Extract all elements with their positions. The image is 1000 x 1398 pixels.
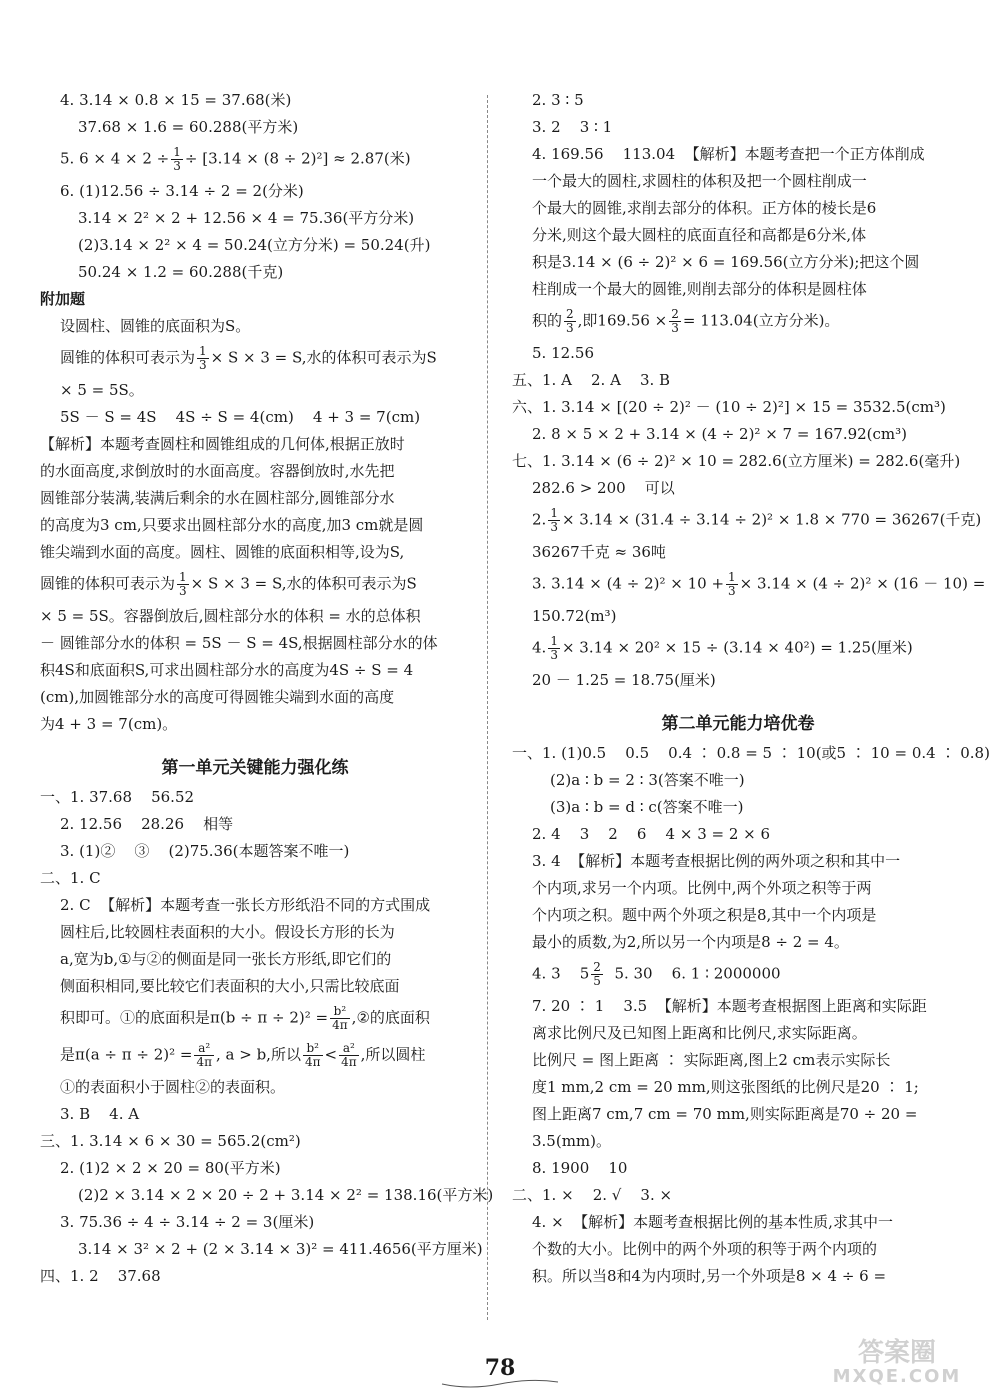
section-title: 第一单元关键能力强化练 <box>161 758 349 778</box>
explanation-line: 积。所以当8和4为内项时,另一个外项是8 × 4 ÷ 6 = <box>532 1267 887 1285</box>
fraction: $\frac{2}{3}$ <box>671 307 679 335</box>
answer-line: 2. 8 × 5 × 2 + 3.14 × (4 ÷ 2)² × 7 = 167.92(cm³) <box>532 425 908 443</box>
bonus-heading: 附加题 <box>40 290 86 308</box>
answer-line: 150.72(m³) <box>532 607 617 625</box>
answer-line: 3. 75.36 ÷ 4 ÷ 3.14 ÷ 2 = 3(厘米) <box>60 1213 315 1231</box>
answer-line: 圆锥的体积可表示为 $\frac{1}{3}$ × S × 3 = S,水的体积可表示为S <box>60 344 437 372</box>
fraction: $\frac{\text{b²}}{4\pi}$ <box>332 1004 348 1032</box>
explanation-line: 的高度为3 cm,只要求出圆柱部分水的高度,加3 cm就是圆 <box>40 516 424 534</box>
fraction: $\frac{2}{5}$ <box>593 960 601 988</box>
answer-line: 四、1. 2 37.68 <box>40 1267 161 1285</box>
answer-line: 2. 3 ∶ 5 <box>532 91 584 109</box>
fraction: $\frac{1}{3}$ <box>550 506 558 534</box>
fraction: $\frac{1}{3}$ <box>199 344 207 372</box>
answer-line: (2)3.14 × 2² × 4 = 50.24(立方分米) = 50.24(升) <box>78 236 431 254</box>
left-column <box>40 91 494 1285</box>
explanation-line: 最小的质数,为2,所以另一个内项是8 ÷ 2 = 4。 <box>532 933 849 951</box>
answer-line: 4. 3.14 × 0.8 × 15 = 37.68(米) <box>60 91 292 109</box>
answer-line: (2)2 × 3.14 × 2 × 20 ÷ 2 + 3.14 × 2² = 138.16(平方米) <box>78 1186 494 1204</box>
explanation-line: 侧面积相同,要比较它们表面积的大小,只需比较底面 <box>60 977 400 995</box>
explanation-line: 图上距离7 cm,7 cm = 70 mm,则实际距离是70 ÷ 20 = <box>532 1105 918 1123</box>
answer-line: 3. B 4. A <box>60 1105 140 1123</box>
answer-line: (2)a ∶ b = 2 ∶ 3(答案不唯一) <box>550 771 745 789</box>
answer-line: 5S － S = 4S 4S ÷ S = 4(cm) 4 + 3 = 7(cm) <box>60 408 421 426</box>
explanation-line: 离求比例尺及已知图上距离和比例尺,求实际距离。 <box>532 1024 867 1042</box>
explanation-line: 7. 20 ∶ 1 3.5 【解析】本题考查根据图上距离和实际距 <box>532 997 927 1015</box>
explanation-line: 个数的大小。比例中的两个外项的积等于两个内项的 <box>532 1240 878 1258</box>
answer-line: 5. 6 × 4 × 2 ÷ $\frac{1}{3}$ ÷ [3.14 × (8 ÷ 2)²] ≈ 2.87(米) <box>60 145 411 173</box>
right-column <box>512 91 990 1285</box>
answer-line: 一、1. (1)0.5 0.5 0.4 ∶ 0.8 = 5 ∶ 10(或5 ∶ 10 = 0.4 ∶ 0.8) <box>512 744 990 762</box>
page-number: 78 <box>484 1355 516 1381</box>
watermark-logo: 答案圈 MXQE.COM <box>832 1338 962 1387</box>
answer-line: 七、1. 3.14 × (6 ÷ 2)² × 10 = 282.6(立方厘米) = 282.6(毫升) <box>512 452 961 470</box>
answer-line: 3. 3.14 × (4 ÷ 2)² × 10 + $\frac{1}{3}$ × 3.14 × (4 ÷ 2)² × (16 － 10) = <box>532 570 986 598</box>
answer-line: 37.68 × 1.6 = 60.288(平方米) <box>78 118 299 136</box>
fraction: $\frac{1}{3}$ <box>550 634 558 662</box>
explanation-line: 柱削成一个最大的圆锥,则削去部分的体积是圆柱体 <box>532 280 867 298</box>
answer-line: 8. 1900 10 <box>532 1159 628 1177</box>
fraction: $\frac{1}{3}$ <box>728 570 736 598</box>
fraction: $\frac{1}{3}$ <box>173 145 181 173</box>
fraction: $\frac{\text{a²}}{4\pi}$ <box>341 1041 357 1069</box>
answer-line: 3.14 × 3² × 2 + (2 × 3.14 × 3)² = 411.4656(平方厘米) <box>78 1240 483 1258</box>
fraction: $\frac{\text{b²}}{4\pi}$ <box>304 1041 321 1069</box>
answer-line: 3. 2 3 ∶ 1 <box>532 118 613 136</box>
explanation-line: ①的表面积小于圆柱②的表面积。 <box>60 1078 286 1096</box>
explanation-line: 4. 169.56 113.04 【解析】本题考查把一个正方体削成 <box>532 145 925 163</box>
answer-line: 六、1. 3.14 × [(20 ÷ 2)² － (10 ÷ 2)²] × 15 = 3532.5(cm³) <box>512 398 946 416</box>
explanation-line: 积是3.14 × (6 ÷ 2)² × 6 = 169.56(立方分米);把这个圆 <box>532 253 920 271</box>
answer-line: × 5 = 5S。 <box>60 381 144 399</box>
explanation-line: 个内项,求另一个内项。比例中,两个外项之积等于两 <box>532 879 872 897</box>
explanation-line: a,宽为b,①与②的侧面是同一张长方形纸,即它们的 <box>60 950 392 968</box>
answer-line: 36267千克 ≈ 36吨 <box>532 543 666 561</box>
explanation-line: 的水面高度,求倒放时的水面高度。容器倒放时,水先把 <box>40 462 395 480</box>
explanation-line: 积4S和底面积S,可求出圆柱部分水的高度为4S ÷ S = 4 <box>40 661 414 679</box>
explanation-line: (cm),加圆锥部分水的高度可得圆锥尖端到水面的高度 <box>40 688 395 706</box>
explanation-line: 分米,则这个最大圆柱的底面直径和高都是6分米,体 <box>532 226 867 244</box>
section-title: 第二单元能力培优卷 <box>661 714 815 734</box>
answer-line: 3.14 × 2² × 2 + 12.56 × 4 = 75.36(平方分米) <box>78 209 415 227</box>
answer-line: 50.24 × 1.2 = 60.288(千克) <box>78 263 284 281</box>
answer-line: 2. $\frac{1}{3}$ × 3.14 × (31.4 ÷ 3.14 ÷ 2)² × 1.8 × 770 = 36267(千克) <box>532 506 982 534</box>
explanation-line: 2. C 【解析】本题考查一张长方形纸沿不同的方式围成 <box>60 896 431 914</box>
explanation-line: 个内项之积。题中两个外项之积是8,其中一个内项是 <box>532 906 877 924</box>
answer-line: 3. (1)② ③ (2)75.36(本题答案不唯一) <box>60 842 350 860</box>
explanation-line: － 圆锥部分水的体积 = 5S － S = 4S,根据圆柱部分水的体 <box>40 634 438 652</box>
fraction: $\frac{1}{3}$ <box>179 570 187 598</box>
answer-line: 282.6 > 200 可以 <box>532 479 675 497</box>
answer-line: 2. (1)2 × 2 × 20 = 80(平方米) <box>60 1159 281 1177</box>
answer-line: 设圆柱、圆锥的底面积为S。 <box>60 317 251 335</box>
answer-line: 6. (1)12.56 ÷ 3.14 ÷ 2 = 2(分米) <box>60 182 304 200</box>
answer-line: 4. 3 5 $\frac{2}{5}$ 5. 30 6. 1 ∶ 2000000 <box>532 960 781 988</box>
explanation-line: 是π(a ÷ π ÷ 2)² = $\frac{\text{a²}}{4\pi}$ , a > b,所以 $\frac{\text{b²}}{4\pi}$ < $\frac{\text{a²}}{4\pi}$ ,所以圆柱 <box>60 1041 426 1069</box>
explanation-line: 4. × 【解析】本题考查根据比例的基本性质,求其中一 <box>532 1213 893 1231</box>
explanation-line: 锥尖端到水面的高度。圆柱、圆锥的底面积相等,设为S, <box>40 543 405 561</box>
answer-line: 5. 12.56 <box>532 344 595 362</box>
explanation-line: 【解析】本题考查圆柱和圆锥组成的几何体,根据正放时 <box>40 435 405 453</box>
answer-line: (3)a ∶ b = d ∶ c(答案不唯一) <box>550 798 744 816</box>
answer-line: 三、1. 3.14 × 6 × 30 = 565.2(cm²) <box>40 1132 301 1150</box>
explanation-line: 3.5(mm)。 <box>532 1132 612 1150</box>
column-divider <box>487 95 488 1320</box>
fraction: $\frac{2}{3}$ <box>566 307 574 335</box>
explanation-line: 度1 mm,2 cm = 20 mm,则这张图纸的比例尺是20 ∶ 1; <box>532 1078 919 1096</box>
answer-line: 2. 12.56 28.26 相等 <box>60 815 234 833</box>
answer-line: 4. $\frac{1}{3}$ × 3.14 × 20² × 15 ÷ (3.14 × 40²) = 1.25(厘米) <box>532 634 913 662</box>
answer-line: 二、1. C <box>40 869 101 887</box>
explanation-line: 积即可。①的底面积是π(b ÷ π ÷ 2)² = $\frac{\text{b²}}{4\pi}$ ,②的底面积 <box>60 1004 430 1032</box>
answer-line: 五、1. A 2. A 3. B <box>512 371 671 389</box>
explanation-line: 圆锥的体积可表示为 $\frac{1}{3}$ × S × 3 = S,水的体积可表示为S <box>40 570 417 598</box>
answer-line: 20 － 1.25 = 18.75(厘米) <box>532 671 716 689</box>
explanation-line: 积的 $\frac{2}{3}$ ,即169.56 × $\frac{2}{3}$ = 113.04(立方分米)。 <box>532 307 840 335</box>
explanation-line: 一个最大的圆柱,求圆柱的体积及把一个圆柱削成一 <box>532 172 867 190</box>
explanation-line: 3. 4 【解析】本题考查根据比例的两外项之积和其中一 <box>532 852 901 870</box>
explanation-line: 比例尺 = 图上距离 ∶ 实际距离,图上2 cm表示实际长 <box>532 1051 891 1069</box>
explanation-line: 圆柱后,比较圆柱表面积的大小。假设长方形的长为 <box>60 923 395 941</box>
page-number-ornament <box>440 1376 560 1390</box>
answer-line: 一、1. 37.68 56.52 <box>40 788 195 806</box>
explanation-line: × 5 = 5S。容器倒放后,圆柱部分水的体积 = 水的总体积 <box>40 607 421 625</box>
answer-line: 2. 4 3 2 6 4 × 3 = 2 × 6 <box>532 825 771 843</box>
explanation-line: 为4 + 3 = 7(cm)。 <box>40 715 178 733</box>
answer-line: 二、1. × 2. √ 3. × <box>512 1186 673 1204</box>
explanation-line: 个最大的圆锥,求削去部分的体积。正方体的棱长是6 <box>532 199 877 217</box>
fraction: $\frac{\text{a²}}{4\pi}$ <box>196 1041 212 1069</box>
explanation-line: 圆锥部分装满,装满后剩余的水在圆柱部分,圆锥部分水 <box>40 489 395 507</box>
